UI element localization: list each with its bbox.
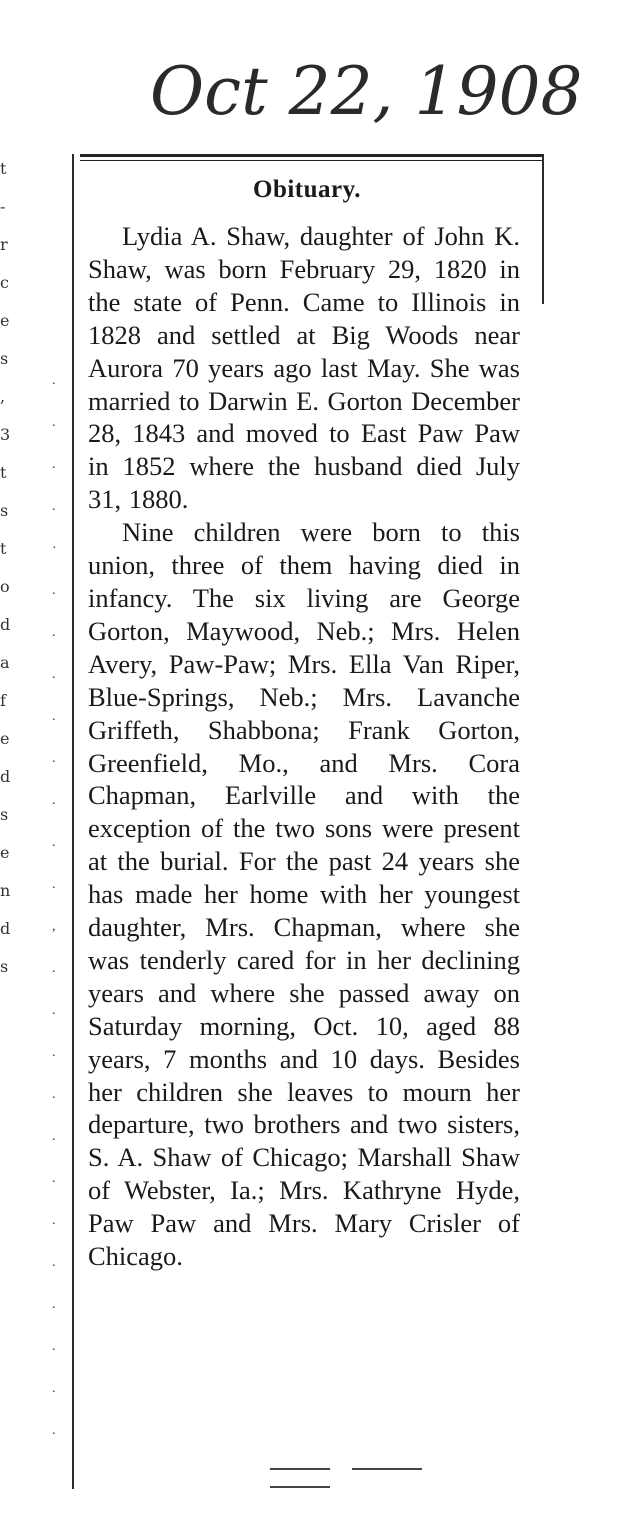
margin-fragment: t xyxy=(0,539,7,558)
margin-fragment: a xyxy=(0,653,10,672)
margin-fragment: n xyxy=(0,881,11,900)
margin-fragment: 3 xyxy=(0,425,11,444)
margin-fragment: o xyxy=(0,577,10,596)
margin-fragment: d xyxy=(0,615,11,634)
column-top-rule xyxy=(80,154,544,157)
margin-fragment: s xyxy=(0,957,9,976)
closing-rule xyxy=(270,1468,510,1472)
margin-fragment: c xyxy=(0,273,9,292)
adjacent-column-fragment xyxy=(0,150,12,1450)
handwritten-date-text: Oct 22, 1908 xyxy=(150,53,583,130)
margin-fragment: s xyxy=(0,501,9,520)
margin-fragment: e xyxy=(0,729,10,748)
margin-fragment: d xyxy=(0,767,11,786)
column-top-rule-thin xyxy=(80,160,544,161)
margin-fragment: r xyxy=(0,235,8,254)
margin-fragment: , xyxy=(0,387,6,406)
column-left-rule xyxy=(72,154,74,1489)
handwritten-date xyxy=(150,52,583,132)
margin-fragment: e xyxy=(0,311,10,330)
margin-fragment: s xyxy=(0,805,9,824)
margin-fragment: f xyxy=(0,691,6,710)
column-edge-marks: . . . . · . . . . . . . . , . . . . . . . . . . . . xyxy=(52,373,57,1438)
obituary-body xyxy=(88,220,520,1273)
margin-fragment: t xyxy=(0,463,7,482)
obituary-paragraph-2: Nine children were born to this union, three of them having died in infancy. The six living are George Gorton, Maywood, Neb.; Mrs. Helen Avery, Paw-Paw; Mrs. Ella Van Riper, Blue-Springs, Neb.; Mrs. Lavanche Griffeth, Shabbona; Frank Gorton, Greenfield, Mo., and Mrs. Cora Chapman, Earlville and with the exception of the two sons were present at the burial. For the past 24 years she has made her home with her youngest daughter, Mrs. Chapman, where she was tenderly cared for in her declining years and where she passed away on Saturday morning, Oct. 10, aged 88 years, 7 months and 10 days. Besides her children she leaves to mourn her departure, two brothers and two sisters, S. A. Shaw of Chicago; Marshall Shaw of Webster, Ia.; Mrs. Kathryne Hyde, Paw Paw and Mrs. Mary Crisler of Chicago. xyxy=(88,517,520,1272)
margin-fragment: d xyxy=(0,919,11,938)
margin-fragment: s xyxy=(0,349,9,368)
obituary-headline: Obituary. xyxy=(253,176,361,203)
obituary-paragraph-1: Lydia A. Shaw, daughter of John K. Shaw, was born February 29, 1820 in the state of Penn. Came to Illinois in 1828 and settled at Big Woods near Aurora 70 years ago last May. She was married to Darwin E. Gorton December 28, 1843 and moved to East Paw Paw in 1852 where the husband died July 31, 1880. xyxy=(88,221,520,515)
margin-fragment: - xyxy=(0,197,6,216)
newspaper-clipping xyxy=(70,148,544,1493)
margin-fragment: e xyxy=(0,843,10,862)
margin-fragment: t xyxy=(0,159,7,178)
